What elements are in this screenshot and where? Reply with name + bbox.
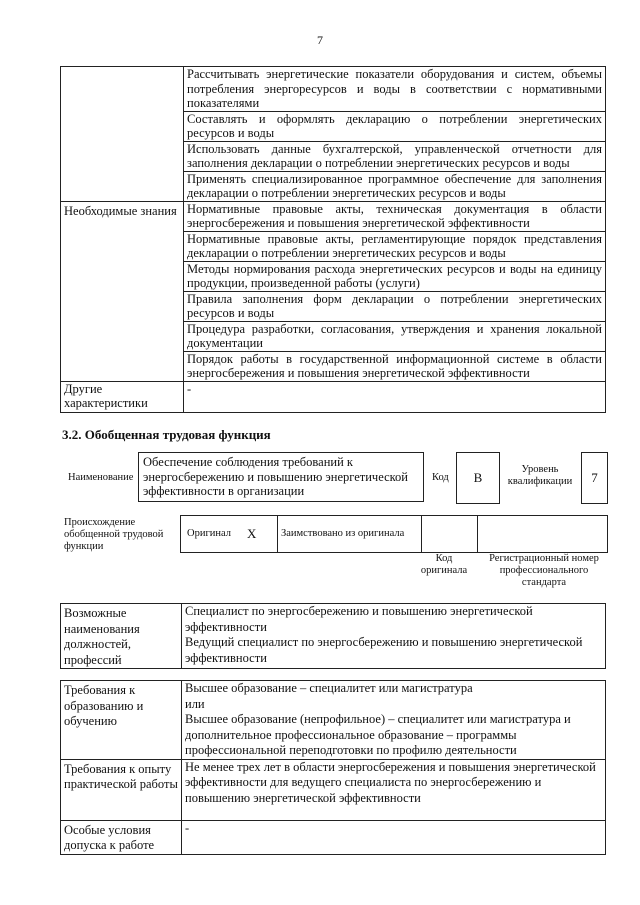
knowledge-item: Методы нормирования расхода энергетических ресурсов и воды на единицу продукции, произведенной работы (услуги) <box>184 261 606 291</box>
origin-label: Происхождение обобщенной трудовой функции <box>64 517 164 552</box>
positions-label: Возможные наименования должностей, профессий <box>61 604 182 669</box>
skill-item: Применять специализированное программное обеспечение для заполнения декларации о потреблении энергетических ресурсов и воды <box>184 171 606 201</box>
section-heading: 3.2. Обобщенная трудовая функция <box>62 427 271 442</box>
experience-label: Требования к опыту практической работы <box>61 759 182 820</box>
knowledge-item: Процедура разработки, согласования, утверждения и хранения локальной документации <box>184 321 606 351</box>
other-value: - <box>184 381 606 412</box>
skill-item: Рассчитывать энергетические показатели оборудования и систем, объемы потребления энергоресурсов и воды в соответствии с нормативными показателями <box>184 67 606 112</box>
knowledge-item: Порядок работы в государственной информационной системе в области энергосбережения и повышения энергетической эффективности <box>184 351 606 381</box>
code-caption: Код оригинала <box>420 553 468 576</box>
table-row <box>61 604 606 669</box>
table-row <box>61 67 606 112</box>
position-item: Специалист по энергосбережению и повышению энергетической эффективности <box>185 604 533 634</box>
page-number: 7 <box>317 33 323 47</box>
table-row <box>61 201 606 231</box>
special-conditions-value: - <box>182 820 606 854</box>
origin-box <box>180 515 608 553</box>
table-row <box>61 681 606 760</box>
row-label-knowledge: Необходимые знания <box>61 201 184 381</box>
requirements-table <box>60 680 606 855</box>
skill-item: Составлять и оформлять декларацию о потреблении энергетических ресурсов и воды <box>184 111 606 141</box>
code-label: Код <box>432 472 449 483</box>
knowledge-item: Нормативные правовые акты, техническая документация в области энергосбережения и повышения энергетической эффективности <box>184 201 606 231</box>
education-line: или <box>185 696 205 711</box>
level-value: 7 <box>581 452 608 504</box>
row-label <box>61 67 184 202</box>
code-value: B <box>456 452 500 504</box>
borrowed-label: Заимствовано из оригинала <box>281 528 405 539</box>
education-line: Высшее образование (непрофильное) – специалитет или магистратура и дополнительное профессиональное образование – программы профессиональной переподготовки по профилю деятельности <box>185 712 571 757</box>
knowledge-item: Правила заполнения форм декларации о потреблении энергетических ресурсов и воды <box>184 291 606 321</box>
row-label-other: Другие характеристики <box>61 381 184 412</box>
positions-table <box>60 603 606 669</box>
table-row <box>61 759 606 820</box>
labor-actions-table <box>60 66 606 413</box>
education-line: Высшее образование – специалитет или магистратура <box>185 681 473 695</box>
level-label: Уровень квалификации <box>507 464 573 487</box>
original-mark: X <box>247 526 257 541</box>
function-name: Обеспечение соблюдения требований к энергосбережению и повышению энергетической эффективности в организации <box>138 452 424 502</box>
special-conditions-label: Особые условия допуска к работе <box>61 820 182 854</box>
table-row <box>61 820 606 854</box>
knowledge-item: Нормативные правовые акты, регламентирующие порядок представления декларации о потреблении энергетических ресурсов и воды <box>184 231 606 261</box>
name-label: Наименование <box>68 472 134 483</box>
experience-value: Не менее трех лет в области энергосбережения и повышения энергетической эффективности для ведущего специалиста по энергосбережению и повышению энергетической эффективности <box>182 759 606 820</box>
education-label: Требования к образованию и обучению <box>61 681 182 760</box>
reg-caption: Регистрационный номер профессионального стандарта <box>489 553 599 588</box>
skill-item: Использовать данные бухгалтерской, управленческой отчетности для заполнения декларации о потреблении энергетических ресурсов и воды <box>184 141 606 171</box>
table-row <box>61 381 606 412</box>
position-item: Ведущий специалист по энергосбережению и повышению энергетической эффективности <box>185 635 583 665</box>
original-label: Оригинал <box>187 528 231 539</box>
